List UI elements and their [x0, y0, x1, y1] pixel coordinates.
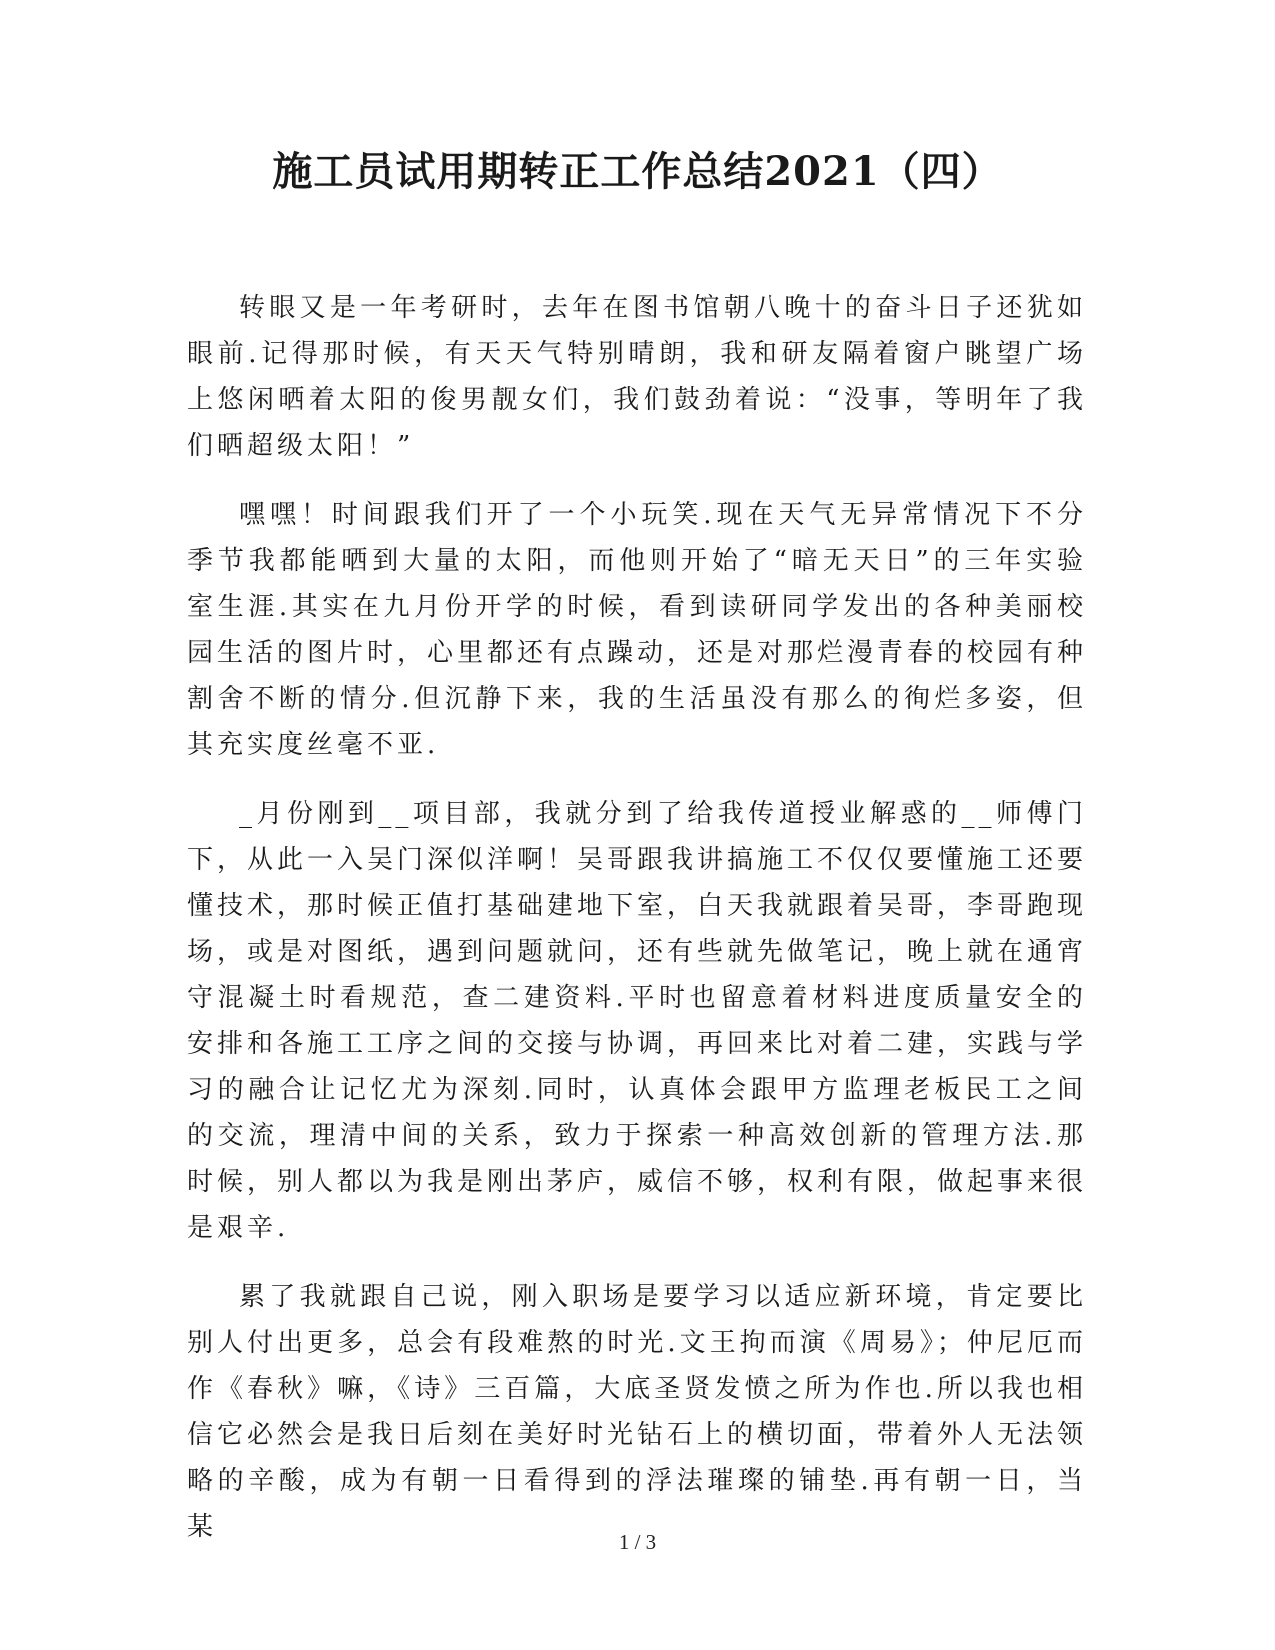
paragraph-4: 累了我就跟自己说，刚入职场是要学习以适应新环境，肯定要比别人付出更多，总会有段难熬的时光.文王拘而演《周易》；仲尼厄而作《春秋》嘛，《诗》三百篇，大底圣贤发愤之所为作也.所以我也相信它必然会是我日后刻在美好时光钻石上的横切面，带着外人无法领略的辛酸，成为有朝一日看得到的浮法璀璨的铺垫.再有朝一日，当某	[187, 1282, 1088, 1542]
page-number: 1 / 3	[618, 1530, 657, 1554]
paragraph-2: 嘿嘿！时间跟我们开了一个小玩笑.现在天气无异常情况下不分季节我都能晒到大量的太阳，而他则开始了“暗无天日”的三年实验室生涯.其实在九月份开学的时候，看到读研同学发出的各种美丽校园生活的图片时，心里都还有点躁动，还是对那烂漫青春的校园有种割舍不断的情分.但沉静下来，我的生活虽没有那么的徇烂多姿，但其充实度丝毫不亚.	[187, 500, 1088, 760]
paragraph-1: 转眼又是一年考研时，去年在图书馆朝八晚十的奋斗日子还犹如眼前.记得那时候，有天天气特别晴朗，我和研友隔着窗户眺望广场上悠闲晒着太阳的俊男靓女们，我们鼓劲着说：“没事，等明年了我们晒超级太阳！”	[187, 293, 1087, 461]
document-body	[187, 285, 1087, 1573]
document-title: 施工员试用期转正工作总结2021（四）	[272, 148, 1003, 195]
paragraph-3: _月份刚到__项目部，我就分到了给我传道授业解惑的__师傅门下，从此一入吴门深似洋啊！吴哥跟我讲搞施工不仅仅要懂施工还要懂技术，那时候正值打基础建地下室，白天我就跟着吴哥，李哥跑现场，或是对图纸，遇到问题就问，还有些就先做笔记，晚上就在通宵守混凝土时看规范，查二建资料.平时也留意着材料进度质量安全的安排和各施工工序之间的交接与协调，再回来比对着二建，实践与学习的融合让记忆尤为深刻.同时，认真体会跟甲方监理老板民工之间的交流，理清中间的关系，致力于探索一种高效创新的管理方法.那时候，别人都以为我是刚出茅庐，威信不够，权利有限，做起事来很是艰辛.	[187, 799, 1088, 1243]
